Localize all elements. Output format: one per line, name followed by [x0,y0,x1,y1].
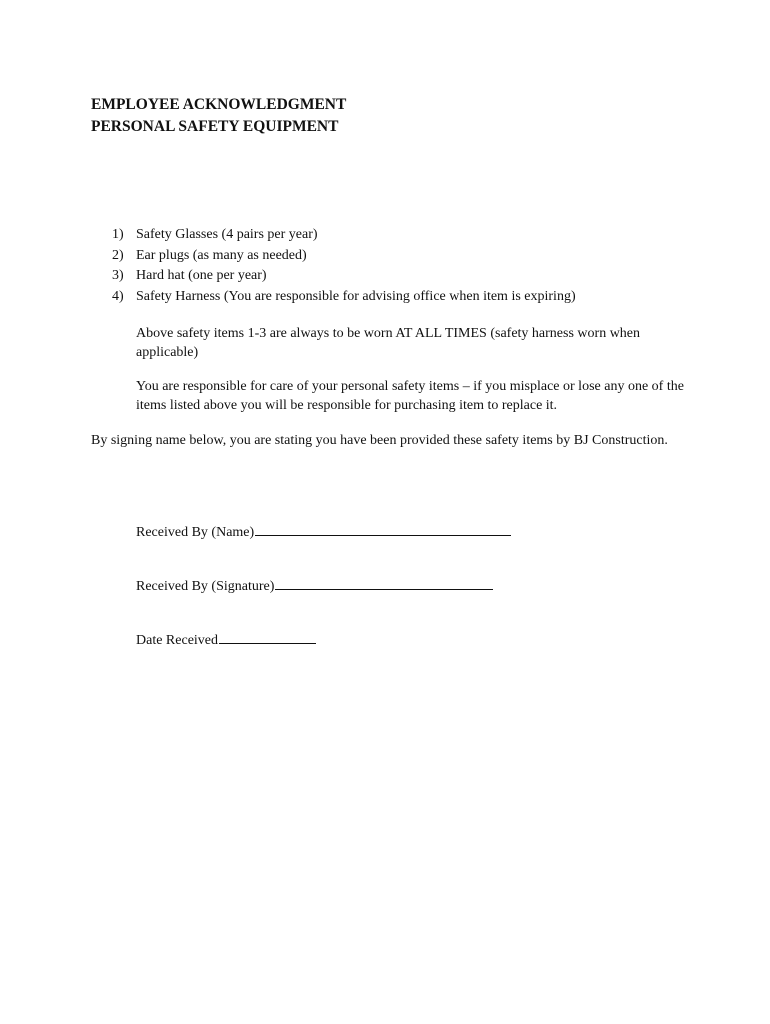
list-item-text: Safety Glasses (4 pairs per year) [136,227,318,242]
date-received-label: Date Received [136,633,219,648]
equipment-list [112,225,576,307]
title-line-2: PERSONAL SAFETY EQUIPMENT [91,118,339,135]
responsibility-paragraph: You are responsible for care of your personal safety items – if you misplace or lose any one of the items listed above you will be responsible for purchasing item to replace it. [136,379,684,413]
list-item-number: 3) [112,268,124,283]
received-by-name-field [136,521,511,542]
list-item-number: 4) [112,288,124,304]
list-item [112,266,576,287]
list-item [112,287,576,308]
signing-statement-paragraph: By signing name below, you are stating you have been provided these safety items by BJ Construction. [91,433,668,448]
received-by-name-label: Received By (Name) [136,525,255,540]
list-item [112,246,576,267]
list-item-number: 1) [112,227,124,242]
received-by-name-line[interactable] [255,521,511,536]
list-item-text: Hard hat (one per year) [136,268,267,283]
received-by-signature-line[interactable] [275,575,493,590]
wear-requirement-paragraph: Above safety items 1-3 are always to be worn AT ALL TIMES (safety harness worn when applicable) [136,326,641,360]
received-by-signature-field [136,575,493,596]
list-item [112,225,576,246]
list-item-text: Ear plugs (as many as needed) [136,247,307,263]
list-item-number: 2) [112,247,124,263]
date-received-line[interactable] [219,629,316,644]
list-item-text: Safety Harness (You are responsible for advising office when item is expiring) [136,288,576,304]
received-by-signature-label: Received By (Signature) [136,579,275,594]
title-line-1: EMPLOYEE ACKNOWLEDGMENT [91,96,347,113]
document-title [91,94,346,138]
date-received-field [136,629,316,650]
